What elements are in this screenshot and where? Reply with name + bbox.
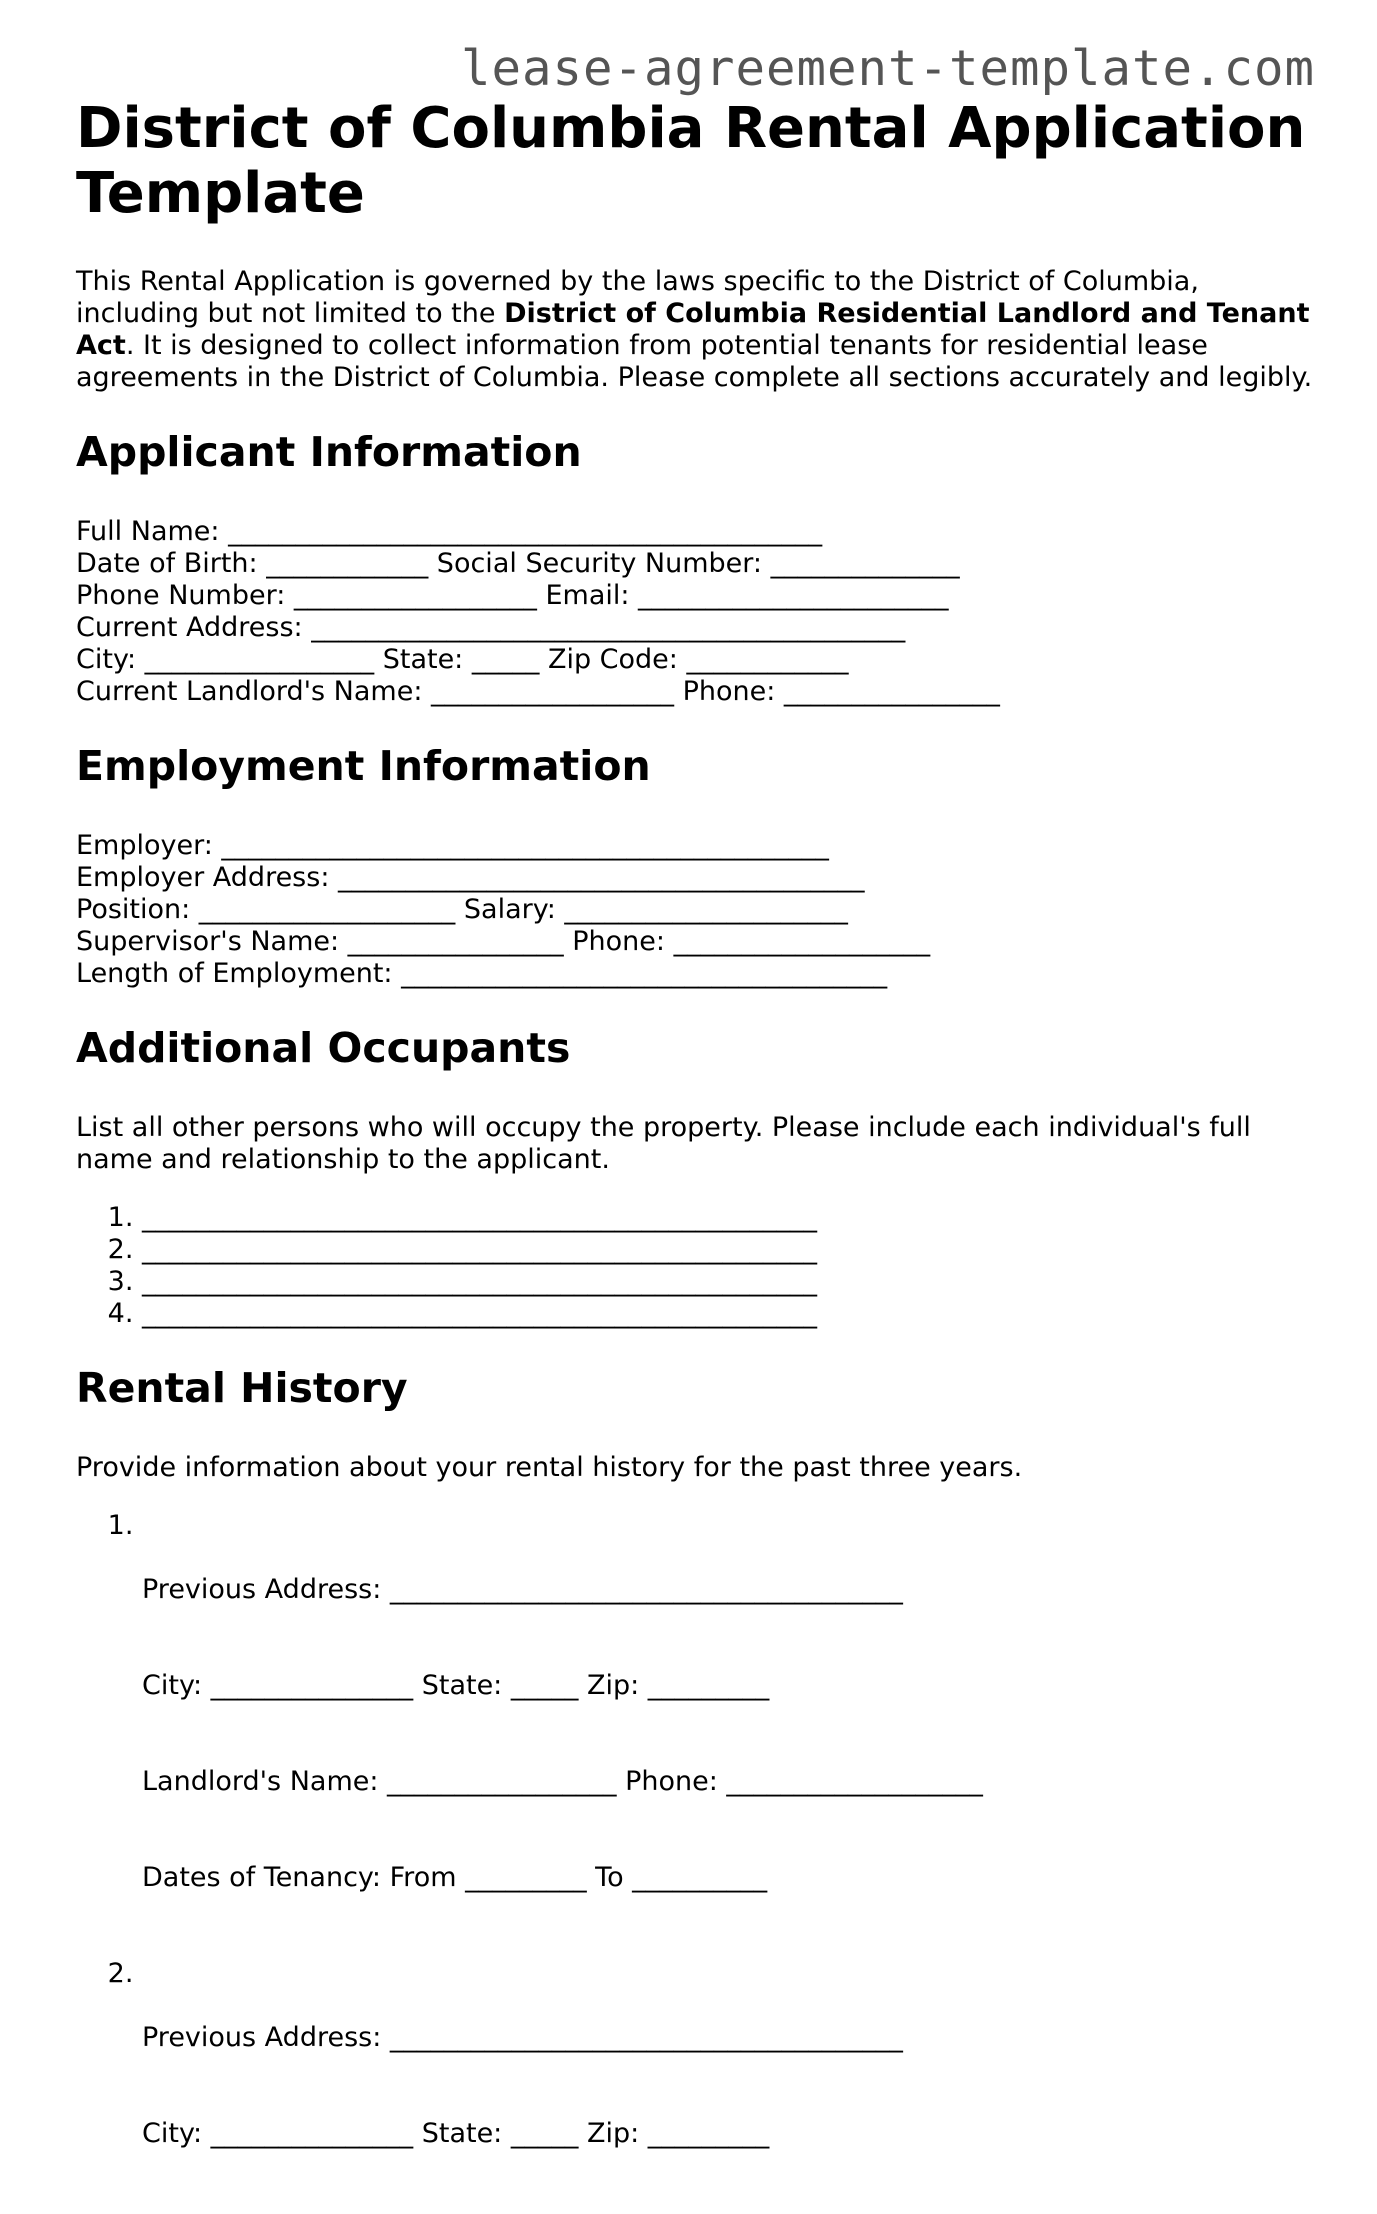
field-previous-landlord-phone[interactable]: Landlord's Name: _________________ Phone: ___________________	[142, 1766, 983, 1797]
rental-history-entry	[142, 1510, 1316, 1958]
intro-paragraph	[76, 266, 1316, 394]
intro-text-1: This Rental Application is governed by the laws specific to the District of Columbia, including but not limited to the	[76, 266, 1199, 329]
document-page	[76, 96, 1316, 2214]
rental-history-entry	[142, 1958, 1316, 2214]
field-dates-of-tenancy[interactable]: Dates of Tenancy: From _________ To __________	[142, 1862, 768, 1893]
section-rental-history	[76, 1364, 1316, 2214]
field-phone-email[interactable]: Phone Number: __________________ Email: _______________________	[76, 580, 949, 611]
field-dob-ssn[interactable]: Date of Birth: ____________ Social Security Number: ______________	[76, 548, 960, 579]
occupant-line[interactable]: 2. __________________________________________________	[142, 1234, 1316, 1266]
section-heading-applicant: Applicant Information	[76, 428, 582, 476]
field-landlord-phone[interactable]: Current Landlord's Name: __________________ Phone: ________________	[76, 676, 1000, 707]
rental-history-description: Provide information about your rental history for the past three years.	[76, 1452, 1023, 1483]
occupant-line[interactable]: 1. __________________________________________________	[142, 1202, 1316, 1234]
field-current-address[interactable]: Current Address: ____________________________________________	[76, 612, 906, 643]
section-heading-rental-history: Rental History	[76, 1364, 408, 1412]
intro-act-name: District of Columbia Residential Landlord and Tenant Act	[76, 298, 1310, 361]
employment-fields	[76, 830, 1316, 990]
occupant-line[interactable]: 3. __________________________________________________	[142, 1266, 1316, 1298]
field-full-name[interactable]: Full Name: ____________________________________________	[76, 516, 823, 547]
watermark: lease-agreement-template.com	[460, 40, 1315, 97]
field-previous-city-state-zip[interactable]: City: _______________ State: _____ Zip: _________	[142, 1670, 770, 1701]
section-employment	[76, 742, 1316, 990]
rental-history-list	[76, 1510, 1316, 2214]
field-supervisor-phone[interactable]: Supervisor's Name: ________________ Phone: ___________________	[76, 926, 931, 957]
field-previous-address[interactable]: 2. Previous Address: ______________________________________	[142, 2022, 903, 2053]
field-city-state-zip[interactable]: City: _________________ State: _____ Zip Code: ____________	[76, 644, 849, 675]
page-title: District of Columbia Rental Application Template	[76, 96, 1306, 226]
intro-text-2: . It is designed to collect information from potential tenants for residential lease agreements in the District of Columbia. Please complete all sections accurately and legibly.	[76, 330, 1313, 393]
occupants-list	[76, 1202, 1316, 1330]
field-position-salary[interactable]: Position: ___________________ Salary: _____________________	[76, 894, 848, 925]
field-previous-address[interactable]: 1. Previous Address: ______________________________________	[142, 1574, 903, 1605]
occupants-description: List all other persons who will occupy the property. Please include each individual's full name and relationship to the applicant.	[76, 1112, 1251, 1175]
section-occupants	[76, 1024, 1316, 1330]
section-applicant	[76, 428, 1316, 708]
field-employer[interactable]: Employer: _____________________________________________	[76, 830, 829, 861]
field-previous-city-state-zip[interactable]: City: _______________ State: _____ Zip: _________	[142, 2118, 770, 2149]
field-length-employment[interactable]: Length of Employment: ____________________________________	[76, 958, 888, 989]
section-heading-occupants: Additional Occupants	[76, 1024, 571, 1072]
occupant-line[interactable]: 4. __________________________________________________	[142, 1298, 1316, 1330]
field-employer-address[interactable]: Employer Address: _______________________________________	[76, 862, 865, 893]
section-heading-employment: Employment Information	[76, 742, 651, 790]
applicant-fields	[76, 516, 1316, 708]
